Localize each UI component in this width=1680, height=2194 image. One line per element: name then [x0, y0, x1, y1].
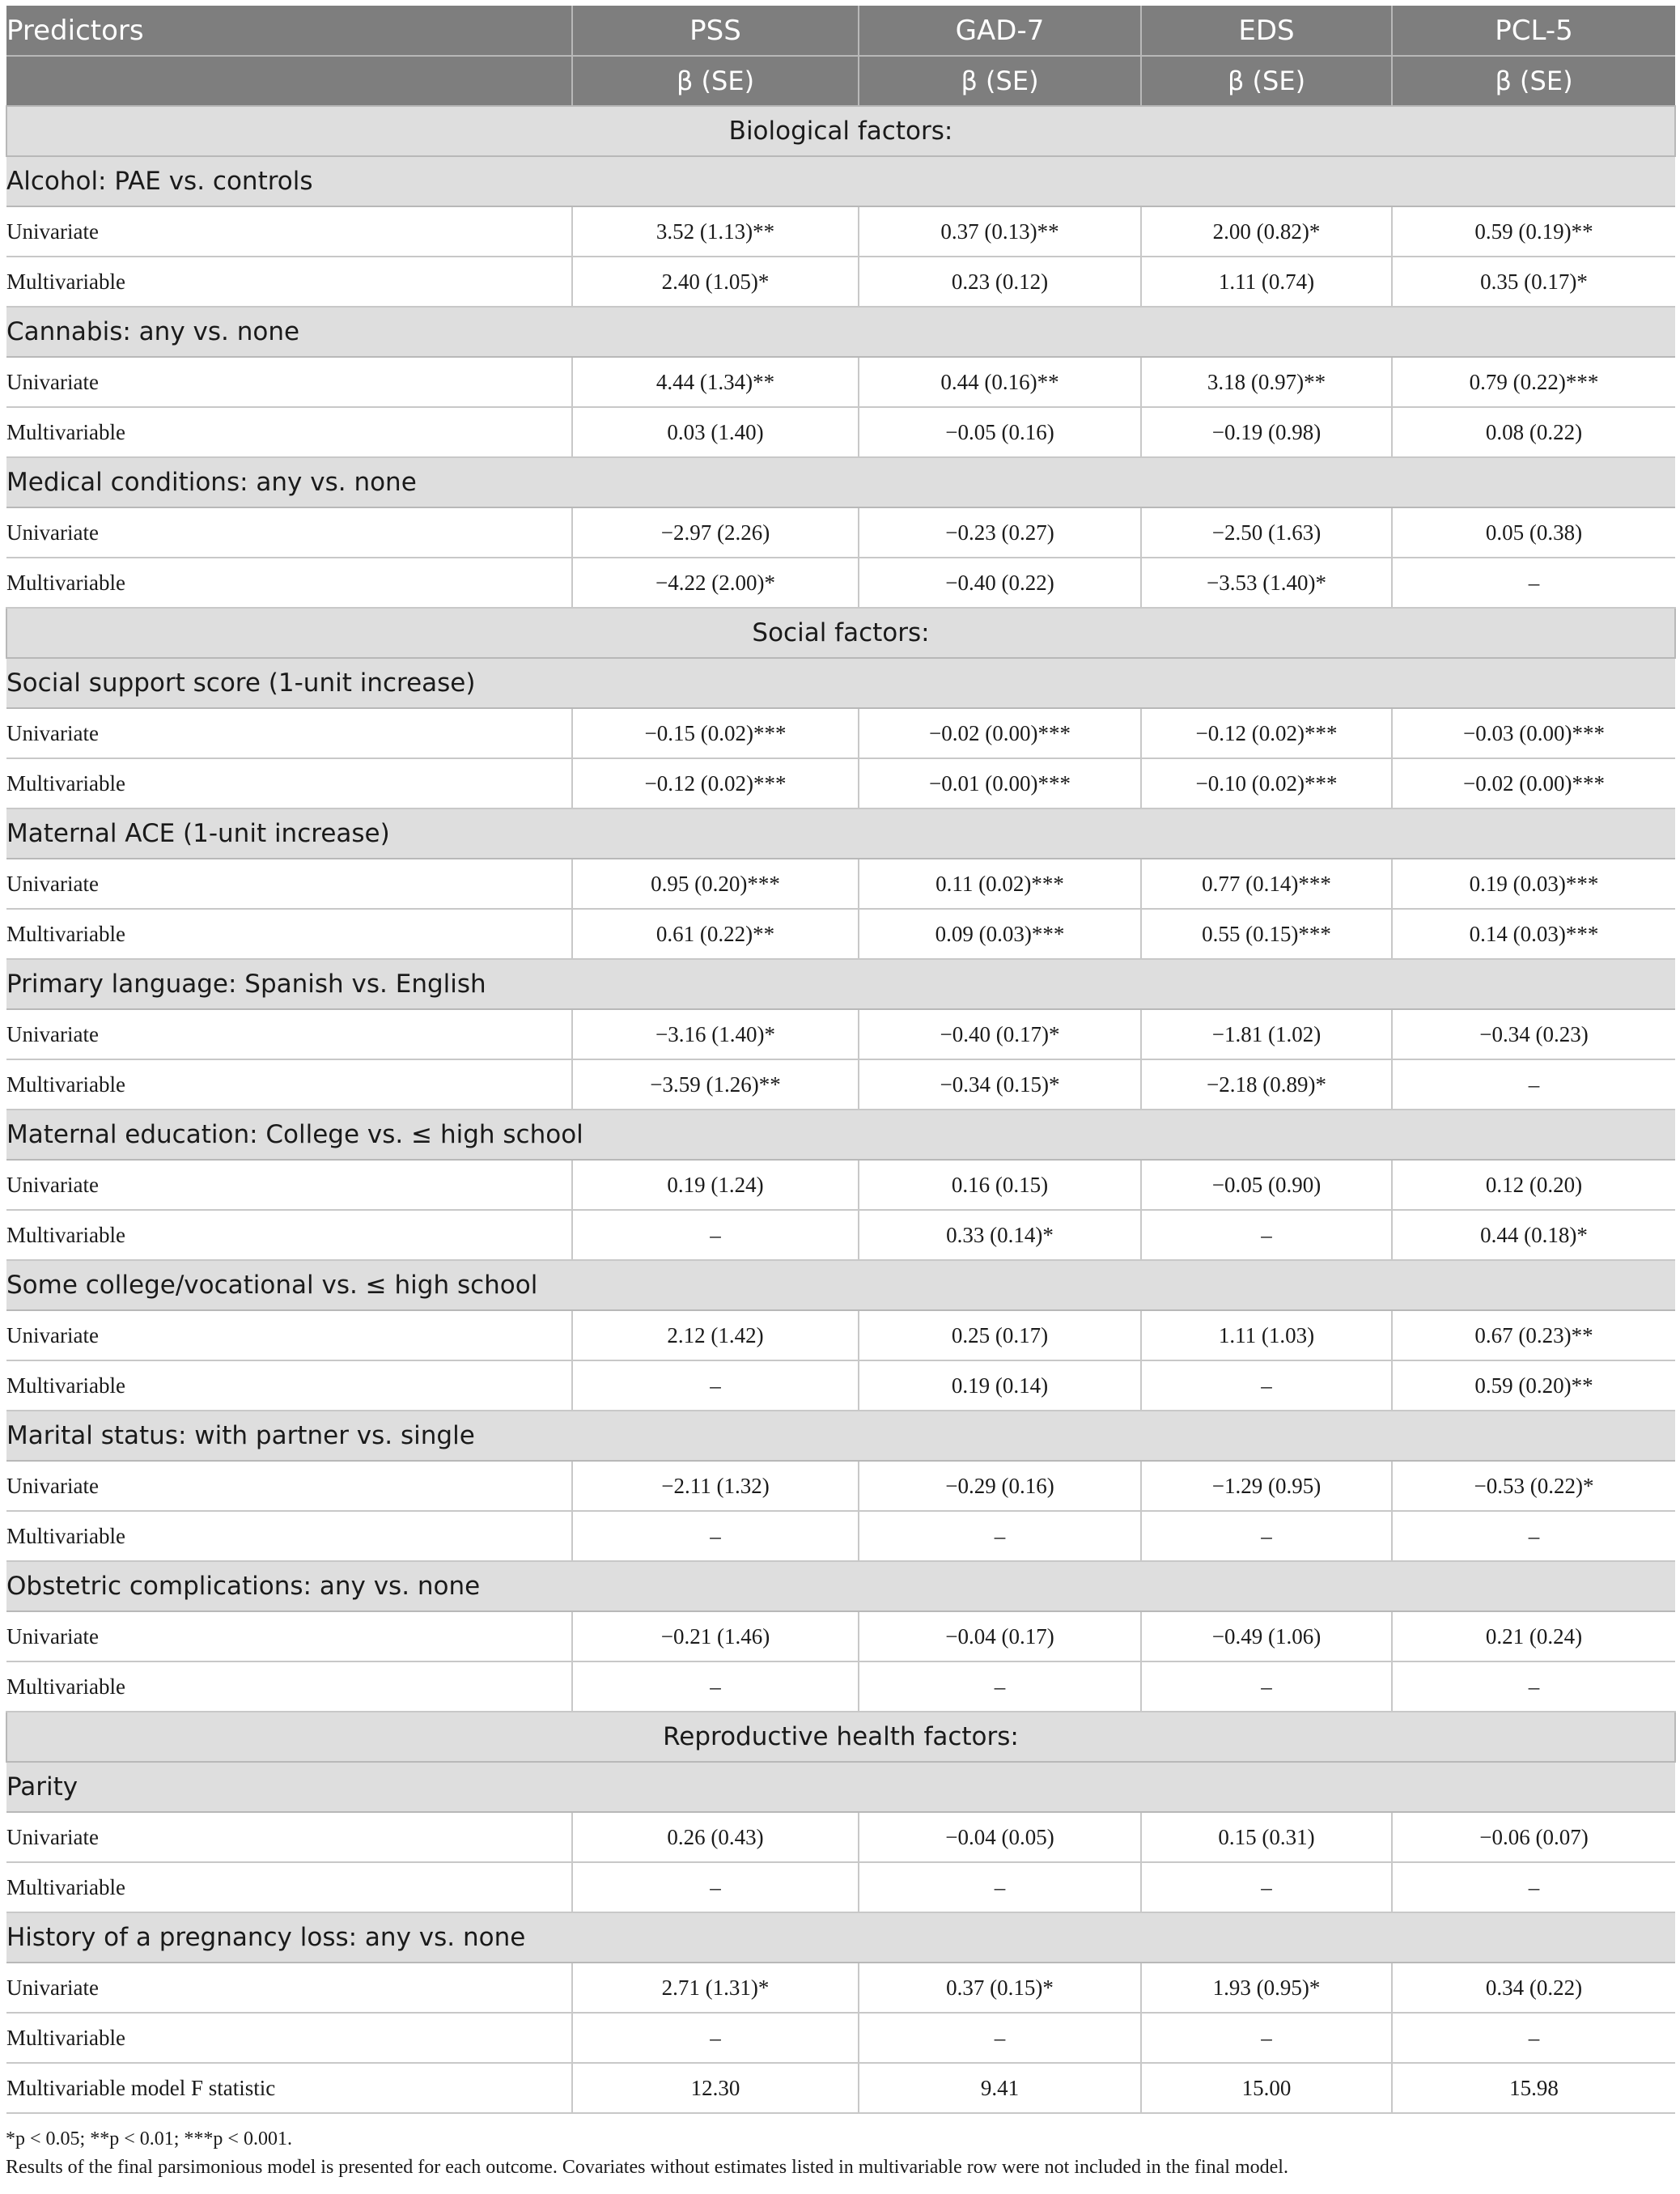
estimate-cell: 0.34 (0.22) — [1392, 1963, 1675, 2013]
predictor-group-row — [6, 959, 1675, 1009]
model-type-cell: Univariate — [6, 1963, 572, 2013]
f-statistic-row — [6, 2063, 1675, 2113]
table-row — [6, 558, 1675, 608]
predictor-group-row — [6, 1912, 1675, 1963]
estimate-cell: −0.19 (0.98) — [1141, 407, 1392, 457]
estimate-cell: 2.00 (0.82)* — [1141, 206, 1392, 257]
table-row — [6, 257, 1675, 307]
estimate-cell: 0.61 (0.22)** — [572, 909, 859, 959]
model-type-cell: Univariate — [6, 507, 572, 558]
model-type-cell: Multivariable — [6, 1862, 572, 1912]
estimate-cell: 2.71 (1.31)* — [572, 1963, 859, 2013]
predictor-group-row — [6, 1260, 1675, 1310]
model-type-cell: Multivariable — [6, 1059, 572, 1110]
model-type-cell: Multivariable — [6, 1511, 572, 1561]
table-row — [6, 859, 1675, 909]
model-type-cell: Multivariable — [6, 257, 572, 307]
estimate-cell: −0.04 (0.05) — [859, 1812, 1141, 1862]
table-row — [6, 1059, 1675, 1110]
predictor-group-row — [6, 808, 1675, 859]
estimate-cell: – — [1392, 558, 1675, 608]
estimate-cell: – — [572, 1210, 859, 1260]
header-row — [6, 6, 1675, 56]
table-row — [6, 1661, 1675, 1712]
estimate-cell: −0.01 (0.00)*** — [859, 758, 1141, 808]
predictor-label: Some college/vocational vs. ≤ high school — [6, 1260, 1675, 1310]
table-row — [6, 758, 1675, 808]
estimate-cell: −2.50 (1.63) — [1141, 507, 1392, 558]
significance-note: *p < 0.05; **p < 0.01; ***p < 0.001. — [6, 2128, 292, 2149]
predictor-label: Maternal education: College vs. ≤ high school — [6, 1110, 1675, 1160]
table-footnotes — [6, 2125, 1674, 2182]
predictor-group-row — [6, 156, 1675, 206]
estimate-cell: −0.53 (0.22)* — [1392, 1461, 1675, 1511]
table-row — [6, 1862, 1675, 1912]
predictor-group-row — [6, 307, 1675, 357]
predictor-group-row — [6, 1561, 1675, 1611]
estimate-cell: – — [572, 2013, 859, 2063]
estimate-cell: −0.03 (0.00)*** — [1392, 708, 1675, 758]
predictor-label: Primary language: Spanish vs. English — [6, 959, 1675, 1009]
table-row — [6, 1360, 1675, 1411]
f-statistic-cell: 9.41 — [859, 2063, 1141, 2113]
section-title: Social factors: — [6, 608, 1675, 658]
f-statistic-label: Multivariable model F statistic — [6, 2063, 572, 2113]
estimate-cell: −2.97 (2.26) — [572, 507, 859, 558]
estimate-cell: 2.40 (1.05)* — [572, 257, 859, 307]
predictor-group-row — [6, 1411, 1675, 1461]
model-type-cell: Univariate — [6, 357, 572, 407]
estimate-cell: −0.40 (0.17)* — [859, 1009, 1141, 1059]
predictor-label: Marital status: with partner vs. single — [6, 1411, 1675, 1461]
predictor-group-row — [6, 457, 1675, 507]
estimate-cell: 0.25 (0.17) — [859, 1310, 1141, 1360]
table-row — [6, 1210, 1675, 1260]
predictor-group-row — [6, 1762, 1675, 1812]
estimate-cell: 0.14 (0.03)*** — [1392, 909, 1675, 959]
estimate-cell: 0.05 (0.38) — [1392, 507, 1675, 558]
predictor-label: Maternal ACE (1-unit increase) — [6, 808, 1675, 859]
estimate-cell: −0.40 (0.22) — [859, 558, 1141, 608]
model-type-cell: Multivariable — [6, 758, 572, 808]
results-table — [6, 6, 1676, 2114]
estimate-cell: – — [1141, 1210, 1392, 1260]
table-row — [6, 1461, 1675, 1511]
table-body — [6, 106, 1675, 2113]
estimate-cell: – — [1392, 1059, 1675, 1110]
header-gad7: GAD-7 — [859, 6, 1141, 56]
estimate-cell: 0.33 (0.14)* — [859, 1210, 1141, 1260]
estimate-cell: – — [1392, 2013, 1675, 2063]
subheader-beta-se: β (SE) — [859, 56, 1141, 106]
predictor-label: Alcohol: PAE vs. controls — [6, 156, 1675, 206]
model-type-cell: Univariate — [6, 1461, 572, 1511]
estimate-cell: −0.49 (1.06) — [1141, 1611, 1392, 1661]
model-type-cell: Multivariable — [6, 2013, 572, 2063]
model-type-cell: Multivariable — [6, 1210, 572, 1260]
estimate-cell: 0.37 (0.15)* — [859, 1963, 1141, 2013]
subheader-empty — [6, 56, 572, 106]
subheader-row — [6, 56, 1675, 106]
estimate-cell: −0.12 (0.02)*** — [1141, 708, 1392, 758]
estimate-cell: 0.59 (0.19)** — [1392, 206, 1675, 257]
f-statistic-cell: 15.00 — [1141, 2063, 1392, 2113]
estimate-cell: −0.02 (0.00)*** — [859, 708, 1141, 758]
estimate-cell: −3.53 (1.40)* — [1141, 558, 1392, 608]
estimate-cell: −4.22 (2.00)* — [572, 558, 859, 608]
estimate-cell: 0.12 (0.20) — [1392, 1160, 1675, 1210]
model-type-cell: Univariate — [6, 1310, 572, 1360]
estimate-cell: – — [1141, 1862, 1392, 1912]
estimate-cell: – — [572, 1862, 859, 1912]
estimate-cell: – — [1141, 2013, 1392, 2063]
table-row — [6, 1310, 1675, 1360]
table-row — [6, 1963, 1675, 2013]
header-pcl5: PCL-5 — [1392, 6, 1675, 56]
section-header-row — [6, 1712, 1675, 1762]
table-row — [6, 2013, 1675, 2063]
model-type-cell: Multivariable — [6, 1661, 572, 1712]
estimate-cell: 3.52 (1.13)** — [572, 206, 859, 257]
f-statistic-cell: 15.98 — [1392, 2063, 1675, 2113]
estimate-cell: – — [859, 2013, 1141, 2063]
estimate-cell: −1.29 (0.95) — [1141, 1461, 1392, 1511]
section-header-row — [6, 608, 1675, 658]
estimate-cell: – — [1141, 1661, 1392, 1712]
model-type-cell: Multivariable — [6, 558, 572, 608]
estimate-cell: 0.35 (0.17)* — [1392, 257, 1675, 307]
model-type-cell: Univariate — [6, 708, 572, 758]
estimate-cell: 0.26 (0.43) — [572, 1812, 859, 1862]
estimate-cell: 0.37 (0.13)** — [859, 206, 1141, 257]
table-row — [6, 708, 1675, 758]
section-header-row — [6, 106, 1675, 156]
estimate-cell: −3.59 (1.26)** — [572, 1059, 859, 1110]
header-eds: EDS — [1141, 6, 1392, 56]
estimate-cell: 1.93 (0.95)* — [1141, 1963, 1392, 2013]
estimate-cell: – — [1141, 1511, 1392, 1561]
table-row — [6, 1611, 1675, 1661]
estimate-cell: 0.79 (0.22)*** — [1392, 357, 1675, 407]
model-type-cell: Univariate — [6, 206, 572, 257]
estimate-cell: – — [572, 1661, 859, 1712]
table-row — [6, 357, 1675, 407]
estimate-cell: – — [572, 1511, 859, 1561]
estimate-cell: 3.18 (0.97)** — [1141, 357, 1392, 407]
section-title: Biological factors: — [6, 106, 1675, 156]
estimate-cell: – — [859, 1661, 1141, 1712]
section-title: Reproductive health factors: — [6, 1712, 1675, 1762]
estimate-cell: −0.05 (0.16) — [859, 407, 1141, 457]
model-type-cell: Univariate — [6, 1812, 572, 1862]
model-type-cell: Multivariable — [6, 1360, 572, 1411]
estimate-cell: 0.15 (0.31) — [1141, 1812, 1392, 1862]
estimate-cell: – — [1392, 1862, 1675, 1912]
predictor-label: Parity — [6, 1762, 1675, 1812]
estimate-cell: 0.67 (0.23)** — [1392, 1310, 1675, 1360]
estimate-cell: – — [859, 1862, 1141, 1912]
predictor-group-row — [6, 1110, 1675, 1160]
table-row — [6, 1511, 1675, 1561]
predictor-label: Obstetric complications: any vs. none — [6, 1561, 1675, 1611]
estimate-cell: 0.44 (0.16)** — [859, 357, 1141, 407]
estimate-cell: 0.16 (0.15) — [859, 1160, 1141, 1210]
estimate-cell: −0.05 (0.90) — [1141, 1160, 1392, 1210]
estimate-cell: – — [1392, 1661, 1675, 1712]
estimate-cell: 0.23 (0.12) — [859, 257, 1141, 307]
estimate-cell: 0.08 (0.22) — [1392, 407, 1675, 457]
estimate-cell: – — [859, 1511, 1141, 1561]
estimate-cell: −0.21 (1.46) — [572, 1611, 859, 1661]
estimate-cell: −0.12 (0.02)*** — [572, 758, 859, 808]
estimate-cell: −0.06 (0.07) — [1392, 1812, 1675, 1862]
estimate-cell: 0.03 (1.40) — [572, 407, 859, 457]
estimate-cell: 0.19 (1.24) — [572, 1160, 859, 1210]
estimate-cell: −1.81 (1.02) — [1141, 1009, 1392, 1059]
estimate-cell: – — [572, 1360, 859, 1411]
estimate-cell: 0.11 (0.02)*** — [859, 859, 1141, 909]
estimate-cell: 0.09 (0.03)*** — [859, 909, 1141, 959]
estimate-cell: – — [1141, 1360, 1392, 1411]
estimate-cell: −0.34 (0.23) — [1392, 1009, 1675, 1059]
estimate-cell: 0.44 (0.18)* — [1392, 1210, 1675, 1260]
estimate-cell: −0.10 (0.02)*** — [1141, 758, 1392, 808]
estimate-cell: 0.95 (0.20)*** — [572, 859, 859, 909]
estimate-cell: −3.16 (1.40)* — [572, 1009, 859, 1059]
predictor-label: Cannabis: any vs. none — [6, 307, 1675, 357]
table-row — [6, 909, 1675, 959]
estimate-cell: 0.55 (0.15)*** — [1141, 909, 1392, 959]
model-note: Results of the final parsimonious model is presented for each outcome. Covariates without estimates listed in multivariable row were not included in the final model. — [6, 2157, 1288, 2178]
predictor-label: History of a pregnancy loss: any vs. none — [6, 1912, 1675, 1963]
subheader-beta-se: β (SE) — [1392, 56, 1675, 106]
estimate-cell: 0.19 (0.14) — [859, 1360, 1141, 1411]
estimate-cell: – — [1392, 1511, 1675, 1561]
predictor-label: Social support score (1-unit increase) — [6, 658, 1675, 708]
predictor-label: Medical conditions: any vs. none — [6, 457, 1675, 507]
model-type-cell: Multivariable — [6, 909, 572, 959]
model-type-cell: Univariate — [6, 1009, 572, 1059]
estimate-cell: −2.11 (1.32) — [572, 1461, 859, 1511]
estimate-cell: 0.19 (0.03)*** — [1392, 859, 1675, 909]
subheader-beta-se: β (SE) — [1141, 56, 1392, 106]
table-row — [6, 206, 1675, 257]
estimate-cell: −0.15 (0.02)*** — [572, 708, 859, 758]
estimate-cell: 0.21 (0.24) — [1392, 1611, 1675, 1661]
estimate-cell: −0.34 (0.15)* — [859, 1059, 1141, 1110]
subheader-beta-se: β (SE) — [572, 56, 859, 106]
estimate-cell: −2.18 (0.89)* — [1141, 1059, 1392, 1110]
model-type-cell: Univariate — [6, 1611, 572, 1661]
predictor-group-row — [6, 658, 1675, 708]
table-row — [6, 1009, 1675, 1059]
table-row — [6, 1812, 1675, 1862]
header-pss: PSS — [572, 6, 859, 56]
model-type-cell: Univariate — [6, 1160, 572, 1210]
estimate-cell: 1.11 (1.03) — [1141, 1310, 1392, 1360]
table-row — [6, 507, 1675, 558]
model-type-cell: Univariate — [6, 859, 572, 909]
estimate-cell: 0.59 (0.20)** — [1392, 1360, 1675, 1411]
estimate-cell: −0.23 (0.27) — [859, 507, 1141, 558]
header-predictors: Predictors — [6, 6, 572, 56]
estimate-cell: 0.77 (0.14)*** — [1141, 859, 1392, 909]
estimate-cell: 4.44 (1.34)** — [572, 357, 859, 407]
estimate-cell: −0.04 (0.17) — [859, 1611, 1141, 1661]
estimate-cell: −0.02 (0.00)*** — [1392, 758, 1675, 808]
table-row — [6, 1160, 1675, 1210]
estimate-cell: −0.29 (0.16) — [859, 1461, 1141, 1511]
estimate-cell: 1.11 (0.74) — [1141, 257, 1392, 307]
f-statistic-cell: 12.30 — [572, 2063, 859, 2113]
model-type-cell: Multivariable — [6, 407, 572, 457]
table-row — [6, 407, 1675, 457]
estimate-cell: 2.12 (1.42) — [572, 1310, 859, 1360]
